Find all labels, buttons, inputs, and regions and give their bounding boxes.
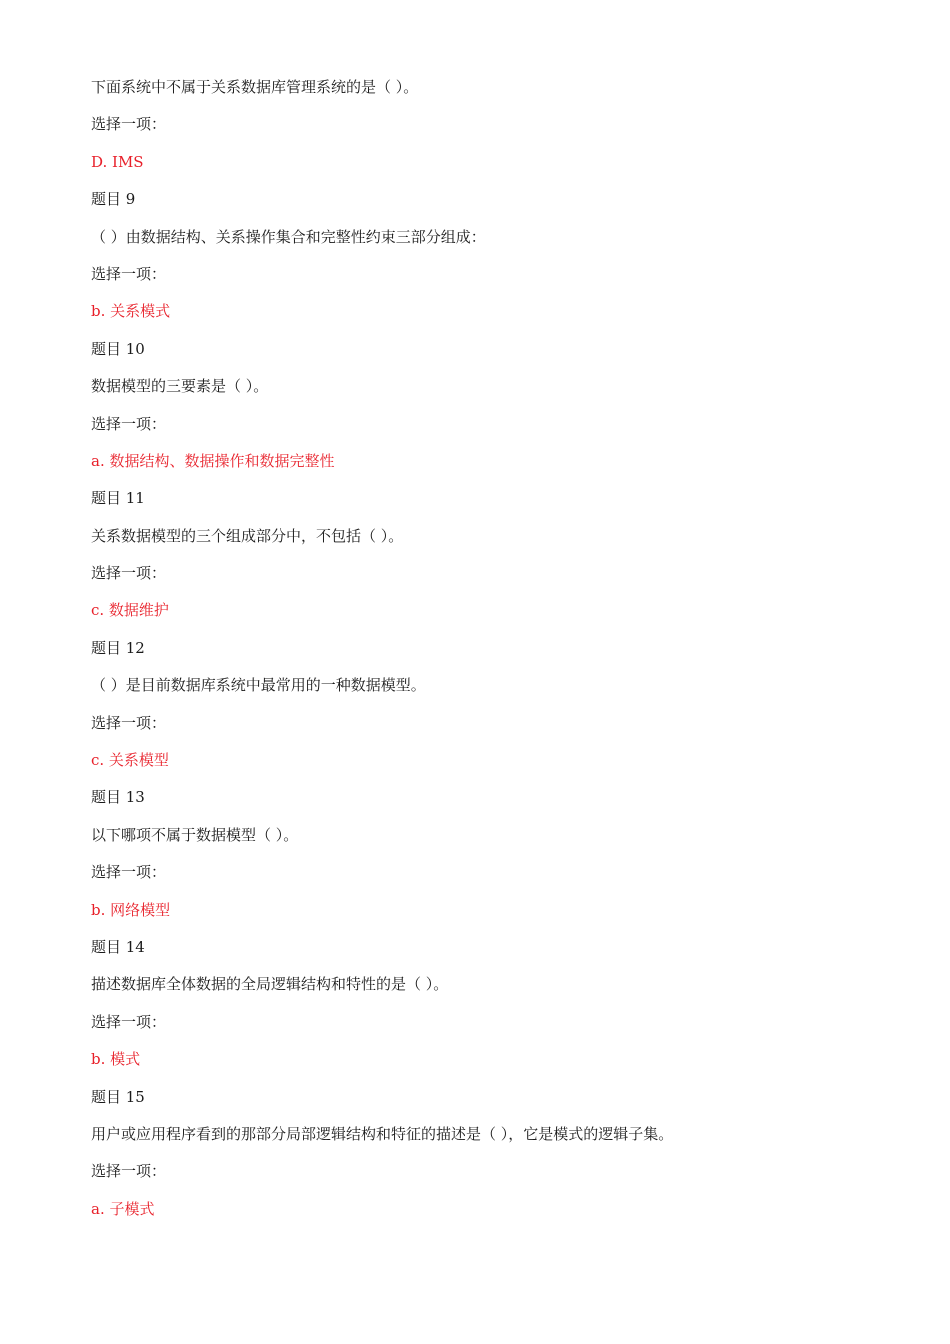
answer-text: b. 模式: [91, 1050, 141, 1069]
question-text: （ ）是目前数据库系统中最常用的一种数据模型。: [91, 676, 426, 695]
question-heading-11: 题目 11: [91, 489, 145, 508]
document-page: [91, 74, 891, 1233]
choice-prompt: 选择一项：: [91, 863, 167, 882]
question-heading-13: 题目 13: [91, 788, 145, 807]
question-heading-15: 题目 15: [91, 1087, 145, 1106]
choice-prompt: 选择一项：: [91, 115, 167, 134]
question-text: 数据模型的三要素是（ ）。: [91, 377, 269, 396]
answer-text: a. 子模式: [91, 1199, 155, 1218]
question-heading-9: 题目 9: [91, 190, 136, 209]
choice-prompt: 选择一项：: [91, 713, 167, 732]
answer-text: b. 网络模型: [91, 900, 171, 919]
question-text: 关系数据模型的三个组成部分中，不包括（ ）。: [91, 526, 404, 545]
choice-prompt: 选择一项：: [91, 264, 167, 283]
question-text: 用户或应用程序看到的那部分局部逻辑结构和特征的描述是（ ），它是模式的逻辑子集。: [91, 1124, 674, 1143]
question-text: 以下哪项不属于数据模型（ ）。: [91, 825, 299, 844]
question-heading-12: 题目 12: [91, 638, 145, 657]
question-text: （ ）由数据结构、关系操作集合和完整性约束三部分组成：: [91, 227, 486, 246]
answer-text: D. IMS: [91, 152, 144, 171]
question-text: 下面系统中不属于关系数据库管理系统的是（ ）。: [91, 78, 419, 96]
choice-prompt: 选择一项：: [91, 414, 167, 433]
answer-text: c. 数据维护: [91, 601, 169, 620]
answer-text: c. 关系模型: [91, 751, 169, 770]
question-text: 描述数据库全体数据的全局逻辑结构和特性的是（ ）。: [91, 975, 449, 994]
answer-text: a. 数据结构、数据操作和数据完整性: [91, 451, 335, 470]
choice-prompt: 选择一项：: [91, 1012, 167, 1031]
choice-prompt: 选择一项：: [91, 1162, 167, 1181]
question-heading-14: 题目 14: [91, 937, 145, 956]
question-heading-10: 题目 10: [91, 339, 145, 358]
choice-prompt: 选择一项：: [91, 564, 167, 583]
answer-text: b. 关系模式: [91, 302, 171, 321]
